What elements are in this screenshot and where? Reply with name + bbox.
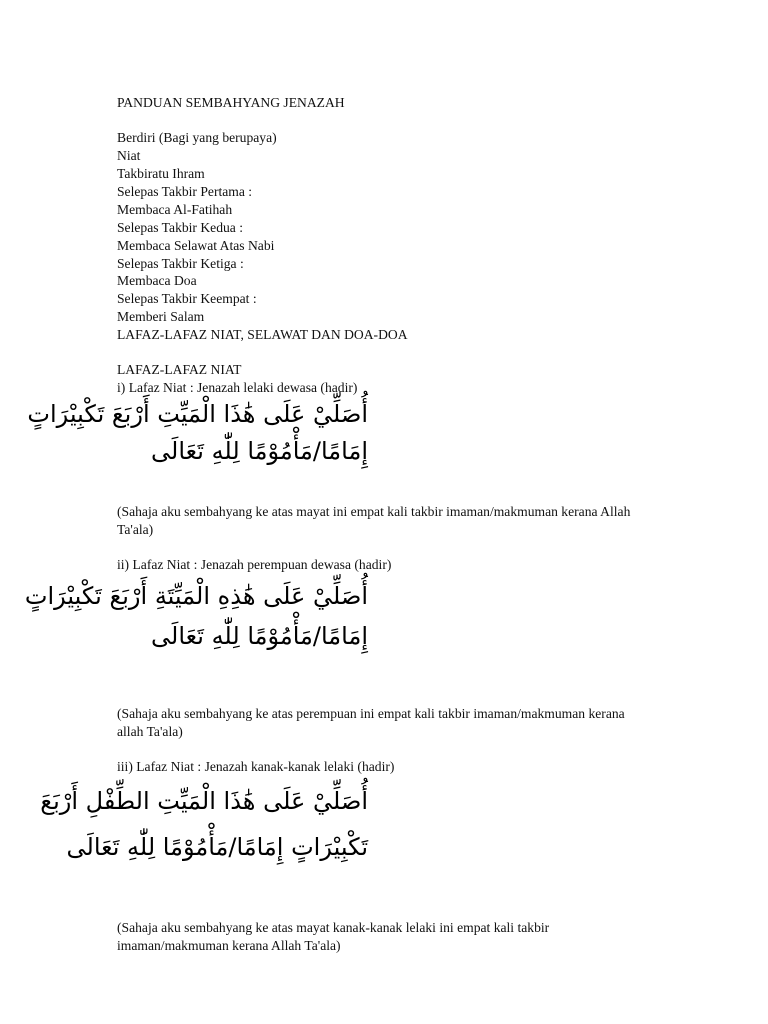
step-line: Membaca Al-Fatihah [117, 202, 233, 217]
niat-label: iii) Lafaz Niat : Jenazah kanak-kanak lelaki (hadir) [117, 759, 395, 774]
step-line: Niat [117, 148, 141, 163]
step-line: Selepas Takbir Kedua : [117, 220, 244, 235]
step-line: LAFAZ-LAFAZ NIAT, SELAWAT DAN DOA-DOA [117, 327, 408, 342]
step-line: Selepas Takbir Ketiga : [117, 256, 244, 271]
section-heading: LAFAZ-LAFAZ NIAT [117, 362, 242, 377]
niat-label: i) Lafaz Niat : Jenazah lelaki dewasa (hadir) [117, 380, 358, 395]
niat-label: ii) Lafaz Niat : Jenazah perempuan dewasa (hadir) [117, 557, 392, 572]
arabic-text-line: أُصَلِّيْ عَلَى هَٰذَا الْمَيِّتِ أَرْبَعَ تَكْبِيْرَاتٍ [27, 400, 368, 428]
arabic-text-line: أُصَلِّيْ عَلَى هَٰذَا الْمَيِّتِ الطِّفْلِ أَرْبَعَ [40, 787, 368, 815]
step-line: Selepas Takbir Pertama : [117, 184, 253, 199]
step-line: Membaca Selawat Atas Nabi [117, 238, 275, 253]
arabic-text-line: تَكْبِيْرَاتٍ إِمَامًا/مَأْمُوْمًا لِلّٰهِ تَعَالَى [66, 833, 368, 861]
document-title: PANDUAN SEMBAHYANG JENAZAH [117, 95, 345, 110]
arabic-text-line: إِمَامًا/مَأْمُوْمًا لِلّٰهِ تَعَالَى [151, 622, 368, 650]
translation-text: (Sahaja aku sembahyang ke atas mayat kanak-kanak lelaki ini empat kali takbir imaman/makmuman kerana Allah Ta'ala) [117, 920, 550, 953]
arabic-text-line: إِمَامًا/مَأْمُوْمًا لِلّٰهِ تَعَالَى [151, 437, 368, 465]
step-line: Takbiratu Ihram [117, 166, 205, 181]
step-line: Memberi Salam [117, 309, 205, 324]
step-line: Membaca Doa [117, 273, 197, 288]
translation-text: (Sahaja aku sembahyang ke atas perempuan ini empat kali takbir imaman/makmuman kerana allah Ta'ala) [117, 706, 625, 739]
step-line: Berdiri (Bagi yang berupaya) [117, 130, 277, 145]
step-line: Selepas Takbir Keempat : [117, 291, 257, 306]
arabic-text-line: أُصَلِّيْ عَلَى هَٰذِهِ الْمَيِّتَةِ أَرْبَعَ تَكْبِيْرَاتٍ [24, 582, 368, 610]
translation-text: (Sahaja aku sembahyang ke atas mayat ini empat kali takbir imaman/makmuman kerana Allah Ta'ala) [117, 504, 631, 537]
